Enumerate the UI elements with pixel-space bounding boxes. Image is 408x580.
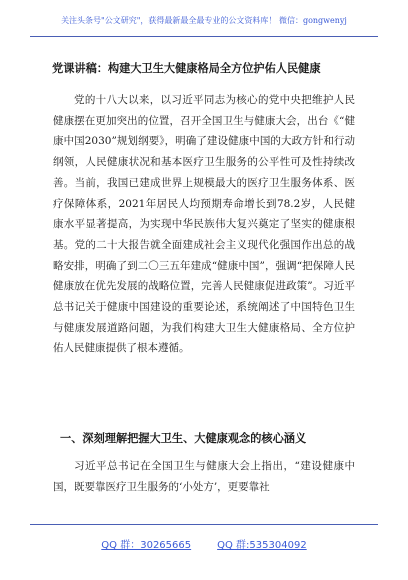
page-header (30, 6, 378, 37)
document-title: 党课讲稿：构建大卫生大健康格局全方位护佑人民健康 (52, 61, 321, 75)
intro-body (53, 90, 355, 359)
section-paragraph: 习近平总书记在全国卫生与健康大会上指出，“建设健康中国，既要靠医疗卫生服务的‘小处方’，更要靠社 (53, 460, 355, 493)
footer-qq-group-2[interactable]: QQ 群:535304092 (217, 540, 307, 551)
intro-paragraph: 党的十八大以来，以习近平同志为核心的党中央把维护人民健康摆在更加突出的位置，召开全国卫生与健康大会，出台《“健康中国2030”规划纲要》，明确了建设健康中国的大政方针和行动纲领，人民健康状况和基本医疗卫生服务的公平性可及性持续改善。当前，我国已建成世界上规模最大的医疗卫生服务体系、医疗保障体系，2021年居民人均预期寿命增长到78.2岁，人民健康水平显著提高，为实现中华民族伟大复兴奠定了坚实的健康根基。党的二十大报告就全面建成社会主义现代化强国作出总的战略安排，明确了到二〇三五年建成“健康中国”，强调“把保障人民健康放在优先发展的战略位置，完善人民健康促进政策”。习近平总书记关于健康中国建设的重要论述，系统阐述了中国特色卫生与健康发展道路问题，为我们构建大卫生大健康格局、全方位护佑人民健康提供了根本遵循。 (53, 94, 355, 355)
section-body (53, 456, 355, 497)
header-promo-text: 关注头条号"公文研究"，获得最新最全最专业的公文资料库！ 微信：gongwenyj (61, 16, 347, 25)
page-footer (30, 524, 378, 557)
footer-contact (30, 536, 378, 551)
footer-qq-group-1[interactable]: QQ 群：30265665 (101, 540, 192, 551)
section-heading: 一、深刻理解把握大卫生、大健康观念的核心涵义 (60, 431, 307, 445)
